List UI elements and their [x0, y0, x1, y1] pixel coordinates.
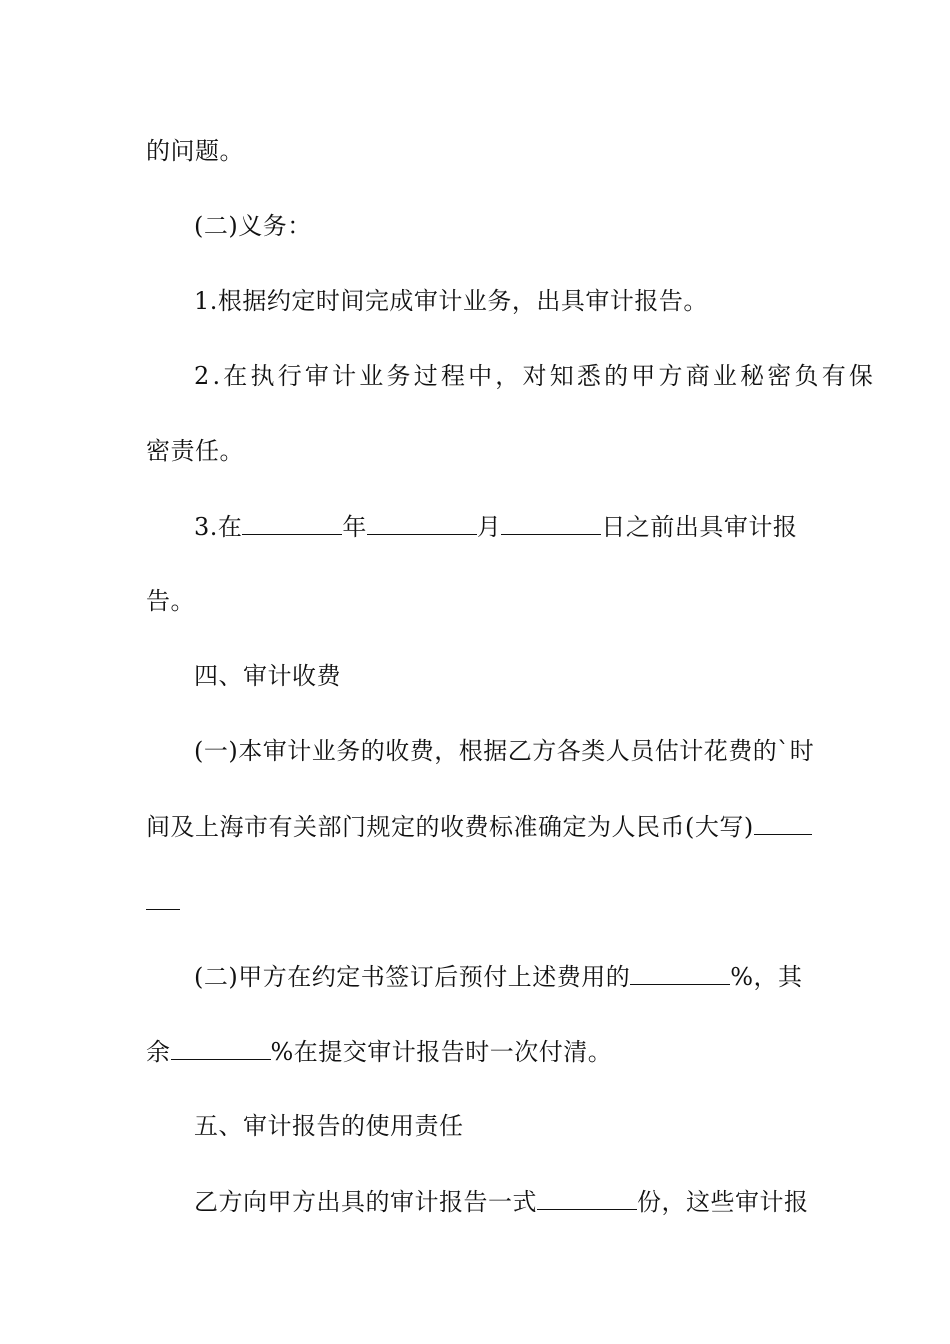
line-text: 份，这些审计报 — [637, 1188, 809, 1216]
list-item — [194, 360, 877, 392]
fill-blank — [367, 510, 477, 535]
line-text: 1.根据约定时间完成审计业务，出具审计报告。 — [194, 287, 708, 315]
fill-blank — [501, 510, 601, 535]
fill-blank — [146, 885, 180, 910]
fill-blank — [242, 510, 342, 535]
section-heading — [194, 660, 806, 692]
line-text: 五、审计报告的使用责任 — [194, 1112, 464, 1140]
fill-blank — [630, 960, 730, 985]
line-text: 3.在 — [194, 513, 243, 541]
paragraph-line — [146, 810, 806, 843]
text-line — [146, 585, 806, 617]
line-text: 间及上海市有关部门规定的收费标准确定为人民币(大写) — [146, 813, 754, 841]
line-text: (一)本审计业务的收费，根据乙方各类人员估计花费的`时 — [194, 737, 815, 765]
line-text: %在提交审计报告时一次付清。 — [270, 1038, 613, 1066]
paragraph-line — [146, 1035, 806, 1068]
fill-blank — [537, 1185, 637, 1210]
list-item — [194, 510, 806, 543]
line-text: (二)义务： — [194, 212, 312, 240]
line-text: 告。 — [146, 587, 195, 615]
line-text: %，其 — [730, 963, 803, 991]
line-text: (二)甲方在约定书签订后预付上述费用的 — [194, 963, 631, 991]
text-line — [146, 435, 806, 467]
line-text: 的问题。 — [146, 137, 244, 165]
line-text: 日之前出具审计报 — [601, 513, 798, 541]
line-text: 乙方向甲方出具的审计报告一式 — [194, 1188, 537, 1216]
line-text: 余 — [146, 1038, 171, 1066]
line-text: 四、审计收费 — [194, 662, 341, 690]
line-text: 月 — [476, 513, 502, 541]
paragraph-line — [194, 1185, 809, 1218]
text-line — [146, 135, 806, 167]
fill-blank — [171, 1035, 271, 1060]
paragraph-line — [146, 885, 806, 918]
section-heading — [194, 1110, 806, 1142]
paragraph-line — [194, 735, 815, 767]
line-text: 密责任。 — [146, 437, 244, 465]
list-item — [194, 285, 806, 317]
fill-blank — [754, 810, 812, 835]
paragraph-line — [194, 960, 806, 993]
section-heading — [194, 210, 806, 242]
line-text: 年 — [342, 513, 367, 541]
line-text: 2.在执行审计业务过程中，对知悉的甲方商业秘密负有保 — [194, 362, 877, 390]
